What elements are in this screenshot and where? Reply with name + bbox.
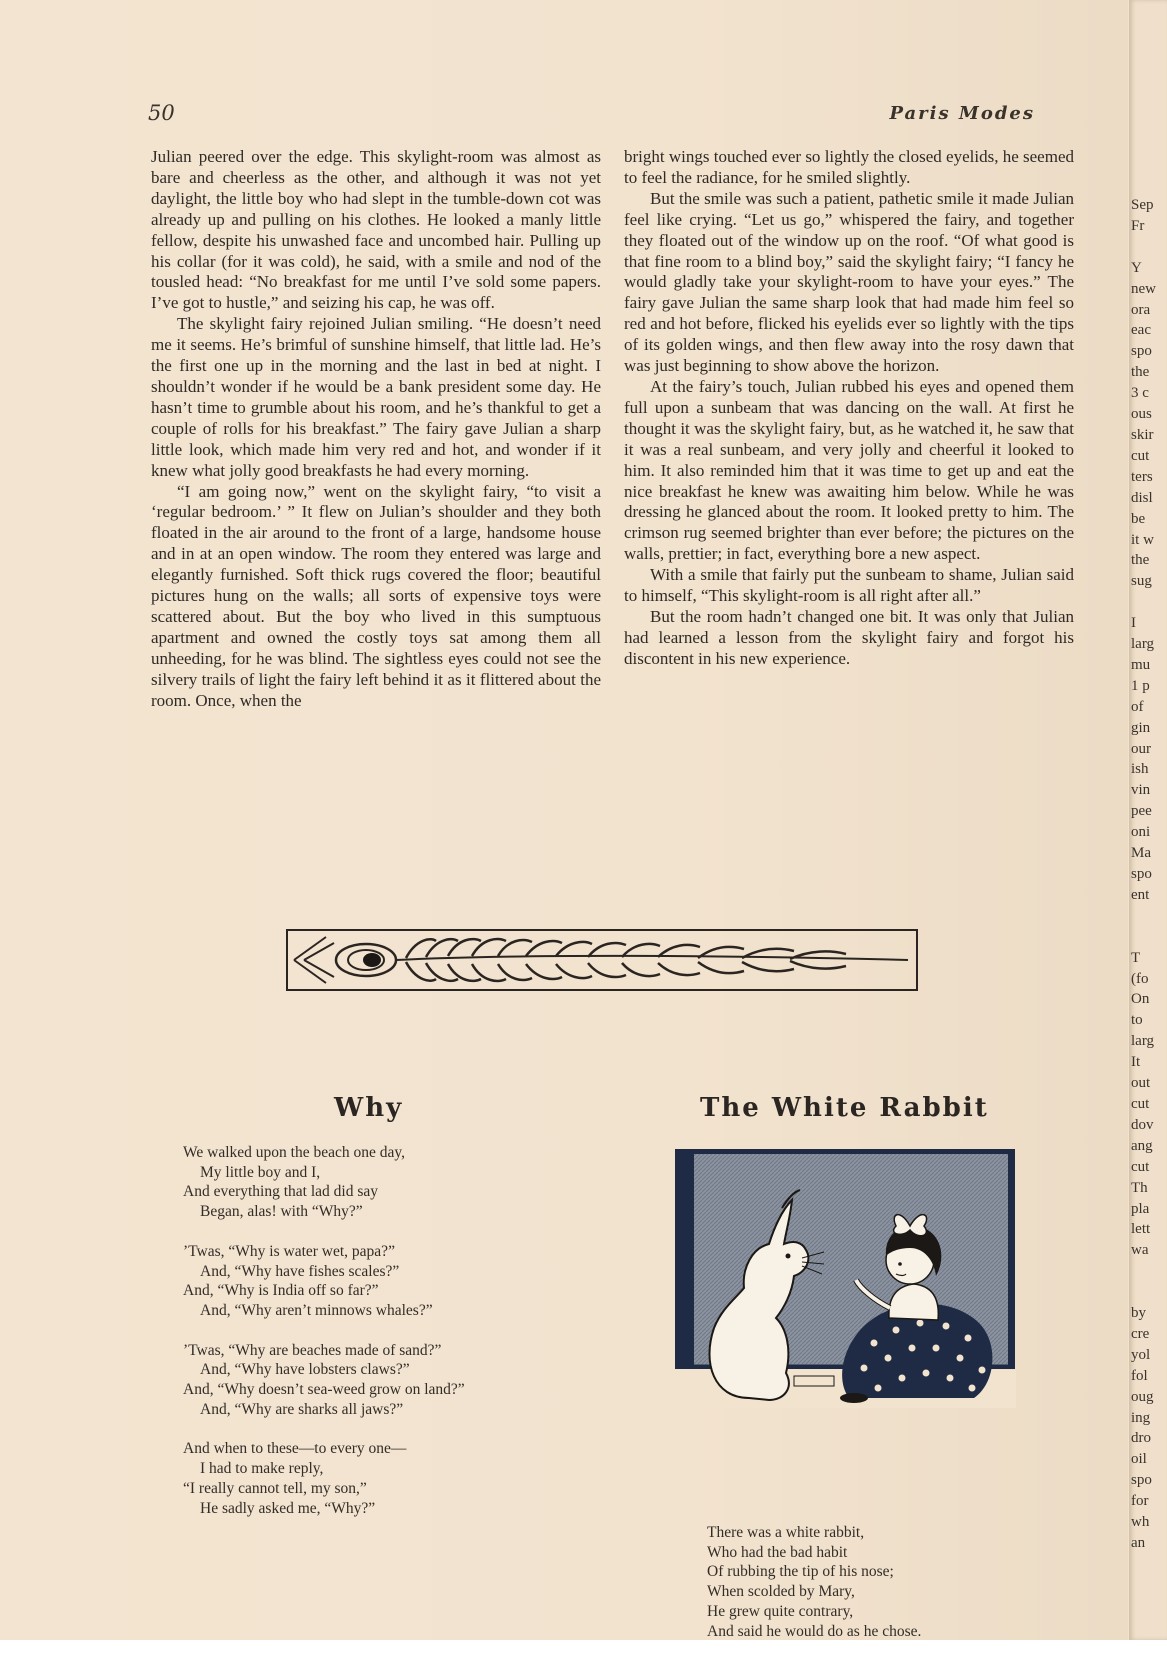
- poem-why: [183, 1143, 603, 1538]
- poem-line: Who had the bad habit: [707, 1543, 848, 1561]
- article-paragraph: The skylight fairy rejoined Julian smiling. “He doesn’t need me it seems. He’s brimful of sunshine himself, that little lad. He’s the first one up in the morning and the last in bed at night. I shouldn’t wonder if he would be a bank president some day. He hasn’t time to grumble about his room, and he’s thankful to get a couple of rolls for his breakfast.” The fairy gave Julian a sharp little look, which made him very red and hot, and wonder if it knew what jolly good breakfasts he had every morning.: [151, 314, 601, 480]
- article-paragraph: With a smile that fairly put the sunbeam to shame, Julian said to himself, “This skylight-room is all right after all.”: [624, 565, 1074, 606]
- adjacent-page-edge: [1129, 0, 1167, 1640]
- poem-stanza: [183, 1242, 603, 1321]
- poem-line: When scolded by Mary,: [707, 1583, 855, 1601]
- scan-bottom-margin: [0, 1640, 1167, 1679]
- poem-line: And when to these—to every one—: [183, 1440, 407, 1458]
- poem-line: He grew quite contrary,: [707, 1602, 854, 1620]
- poem-line: And, “Why have fishes scales?”: [200, 1262, 400, 1280]
- poem-line: And said he would do as he chose.: [707, 1622, 922, 1640]
- poem-stanza: [183, 1143, 603, 1222]
- poem-line: Of rubbing the tip of his nose;: [707, 1563, 894, 1581]
- poem-line: And, “Why are sharks all jaws?”: [200, 1400, 404, 1418]
- poem-line: And, “Why aren’t minnows whales?”: [200, 1301, 433, 1319]
- poem-line: My little boy and I,: [200, 1163, 321, 1181]
- poem-title-why: Why: [334, 1093, 404, 1123]
- poem-stanza: [183, 1439, 603, 1518]
- article-right-column: [624, 147, 1074, 670]
- poem-line: He sadly asked me, “Why?”: [200, 1499, 376, 1517]
- poem-line: ’Twas, “Why is water wet, papa?”: [183, 1242, 395, 1260]
- poem-line: We walked upon the beach one day,: [183, 1144, 405, 1161]
- poem-stanza: [183, 1341, 603, 1420]
- poem-line: And, “Why is India off so far?”: [183, 1282, 379, 1300]
- poem-line: I had to make reply,: [200, 1460, 324, 1478]
- poem-line: And, “Why have lobsters claws?”: [200, 1361, 410, 1379]
- poem-title-white-rabbit: The White Rabbit: [700, 1093, 989, 1123]
- girl-and-rabbit-illustration: [674, 1148, 1016, 1408]
- running-title: Paris Modes: [889, 103, 1035, 124]
- poem-line: There was a white rabbit,: [707, 1524, 865, 1541]
- article-left-column: [151, 147, 601, 711]
- poem-white-rabbit: [707, 1523, 1067, 1641]
- poem-line: Began, alas! with “Why?”: [200, 1203, 363, 1221]
- poem-line: And everything that lad did say: [183, 1183, 378, 1201]
- poem-line: And, “Why doesn’t sea-weed grow on land?”: [183, 1381, 465, 1399]
- page-number: 50: [148, 101, 175, 125]
- article-paragraph: But the smile was such a patient, pathetic smile it made Julian feel like crying. “Let us go,” whispered the fairy, and together they floated out of the window up on the roof. “Of what good is that fine room to a blind boy,” said the skylight fairy; “I fancy he would gladly take your skylight-room to have your eyes.” The fairy gave Julian the same sharp look that had made him feel so red and hot before, flicked his eyelids ever so lightly with the tips of its golden wings, and then flew away into the rosy dawn that was just beginning to show above the horizon.: [624, 188, 1074, 376]
- article-paragraph: But the room hadn’t changed one bit. It was only that Julian had learned a lesson from the skylight fairy and forgot his discontent in his new experience.: [624, 606, 1074, 668]
- article-paragraph: At the fairy’s touch, Julian rubbed his eyes and opened them full upon a sunbeam that was dancing on the wall. At first he thought it was the skylight fairy, but, as he watched it, he saw that it was a real sunbeam, and very jolly and cheerful it looked to him. It also reminded him that it was time to get up and eat the nice breakfast he knew was awaiting him below. While he was dressing he glanced about the room. It looked pretty to him. The crimson rug seemed brighter than ever before; the pictures on the walls, prettier; in fact, everything bore a new aspect.: [624, 376, 1074, 564]
- poem-line: “I really cannot tell, my son,”: [183, 1479, 367, 1497]
- poem-line: ’Twas, “Why are beaches made of sand?”: [183, 1341, 442, 1359]
- adjacent-page-text: Sep Fr Y new ora eac spo the 3 c ous skir cut ters disl be it w the sug I larg mu 1 p of gin our ish vin pee oni Ma spo ent T (fo On to larg It out cut dov ang cut Th pla lett wa by cre yol fol oug ing dro oil spo for wh an: [1131, 197, 1156, 1551]
- article-paragraph: “I am going now,” went on the skylight fairy, “to visit a ‘regular bedroom.’ ” It flew on Julian’s shoulder and they both floated in the air around to the front of a large, handsome house and in at an open window. The room they entered was large and elegantly furnished. Soft thick rugs covered the floor; beautiful pictures hung on the walls; all sorts of expensive toys were scattered about. But the boy who lived in this sumptuous apartment and owned the costly toys sat among them all unheeding, for he was blind. The sightless eyes could not see the silvery trails of light the fairy left behind it as it flittered about the room. Once, when the: [151, 481, 601, 710]
- feather-ornament-divider: [286, 929, 918, 991]
- article-paragraph: Julian peered over the edge. This skylight-room was almost as bare and cheerless as the other, and although it was not yet daylight, the little boy who had slept in the tumble-down cot was already up and pulling on his clothes. He looked a manly little fellow, despite his unwashed face and uncombed hair. Pulling up his collar (for it was cold), he said, with a smile and nod of the tousled head: “No breakfast for me until I’ve sold some papers. I’ve got to hustle,” and seizing his cap, he was off.: [151, 147, 601, 313]
- article-paragraph: bright wings touched ever so lightly the closed eyelids, he seemed to feel the radiance, for he smiled slightly.: [624, 147, 1074, 187]
